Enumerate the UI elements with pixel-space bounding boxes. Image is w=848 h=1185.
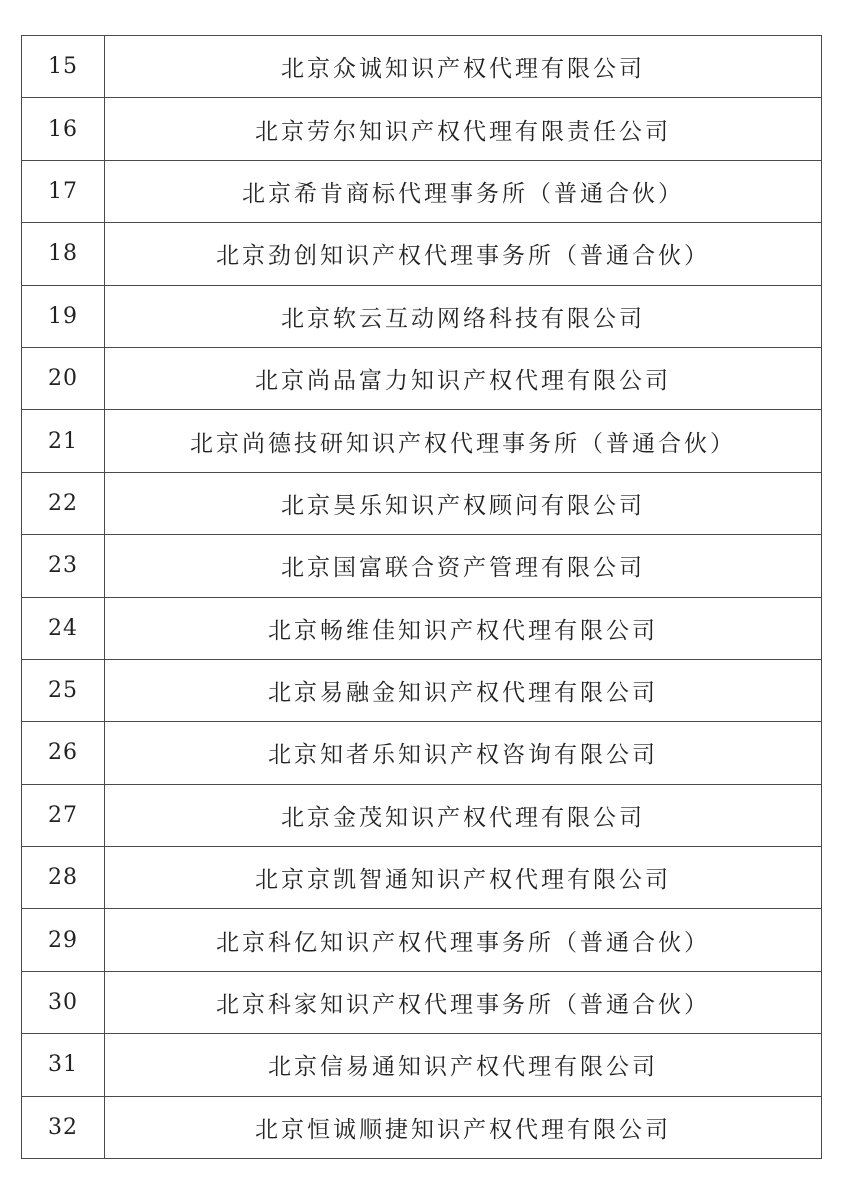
agency-table	[21, 35, 822, 1159]
table-row	[22, 98, 822, 160]
table-row	[22, 1034, 822, 1096]
row-number: 31	[22, 1034, 105, 1096]
table-row	[22, 472, 822, 534]
table-row	[22, 784, 822, 846]
row-number: 27	[22, 784, 105, 846]
table-row	[22, 909, 822, 971]
agency-name: 北京尚品富力知识产权代理有限公司	[105, 347, 822, 409]
row-number: 20	[22, 347, 105, 409]
row-number: 17	[22, 160, 105, 222]
table-row	[22, 160, 822, 222]
row-number: 23	[22, 535, 105, 597]
row-number: 16	[22, 98, 105, 160]
table-row	[22, 597, 822, 659]
agency-name: 北京知者乐知识产权咨询有限公司	[105, 722, 822, 784]
table-row	[22, 847, 822, 909]
row-number: 22	[22, 472, 105, 534]
row-number: 28	[22, 847, 105, 909]
row-number: 25	[22, 659, 105, 721]
row-number: 21	[22, 410, 105, 472]
agency-name: 北京信易通知识产权代理有限公司	[105, 1034, 822, 1096]
table-row	[22, 971, 822, 1033]
row-number: 24	[22, 597, 105, 659]
agency-name: 北京劲创知识产权代理事务所（普通合伙）	[105, 223, 822, 285]
agency-name: 北京众诚知识产权代理有限公司	[105, 36, 822, 98]
agency-name: 北京劳尔知识产权代理有限责任公司	[105, 98, 822, 160]
table-row	[22, 1096, 822, 1158]
row-number: 26	[22, 722, 105, 784]
table-row	[22, 410, 822, 472]
agency-name: 北京尚德技研知识产权代理事务所（普通合伙）	[105, 410, 822, 472]
agency-name: 北京昊乐知识产权顾问有限公司	[105, 472, 822, 534]
agency-name: 北京京凯智通知识产权代理有限公司	[105, 847, 822, 909]
row-number: 32	[22, 1096, 105, 1158]
agency-name: 北京易融金知识产权代理有限公司	[105, 659, 822, 721]
agency-list-sheet	[21, 35, 819, 1159]
row-number: 30	[22, 971, 105, 1033]
table-row	[22, 285, 822, 347]
agency-name: 北京金茂知识产权代理有限公司	[105, 784, 822, 846]
agency-name: 北京恒诚顺捷知识产权代理有限公司	[105, 1096, 822, 1158]
agency-name: 北京科家知识产权代理事务所（普通合伙）	[105, 971, 822, 1033]
agency-name: 北京科亿知识产权代理事务所（普通合伙）	[105, 909, 822, 971]
row-number: 19	[22, 285, 105, 347]
agency-name: 北京畅维佳知识产权代理有限公司	[105, 597, 822, 659]
table-row	[22, 347, 822, 409]
row-number: 18	[22, 223, 105, 285]
table-row	[22, 36, 822, 98]
agency-name: 北京希肯商标代理事务所（普通合伙）	[105, 160, 822, 222]
agency-name: 北京国富联合资产管理有限公司	[105, 535, 822, 597]
table-row	[22, 659, 822, 721]
agency-name: 北京软云互动网络科技有限公司	[105, 285, 822, 347]
row-number: 29	[22, 909, 105, 971]
table-row	[22, 535, 822, 597]
table-row	[22, 722, 822, 784]
table-row	[22, 223, 822, 285]
row-number: 15	[22, 36, 105, 98]
